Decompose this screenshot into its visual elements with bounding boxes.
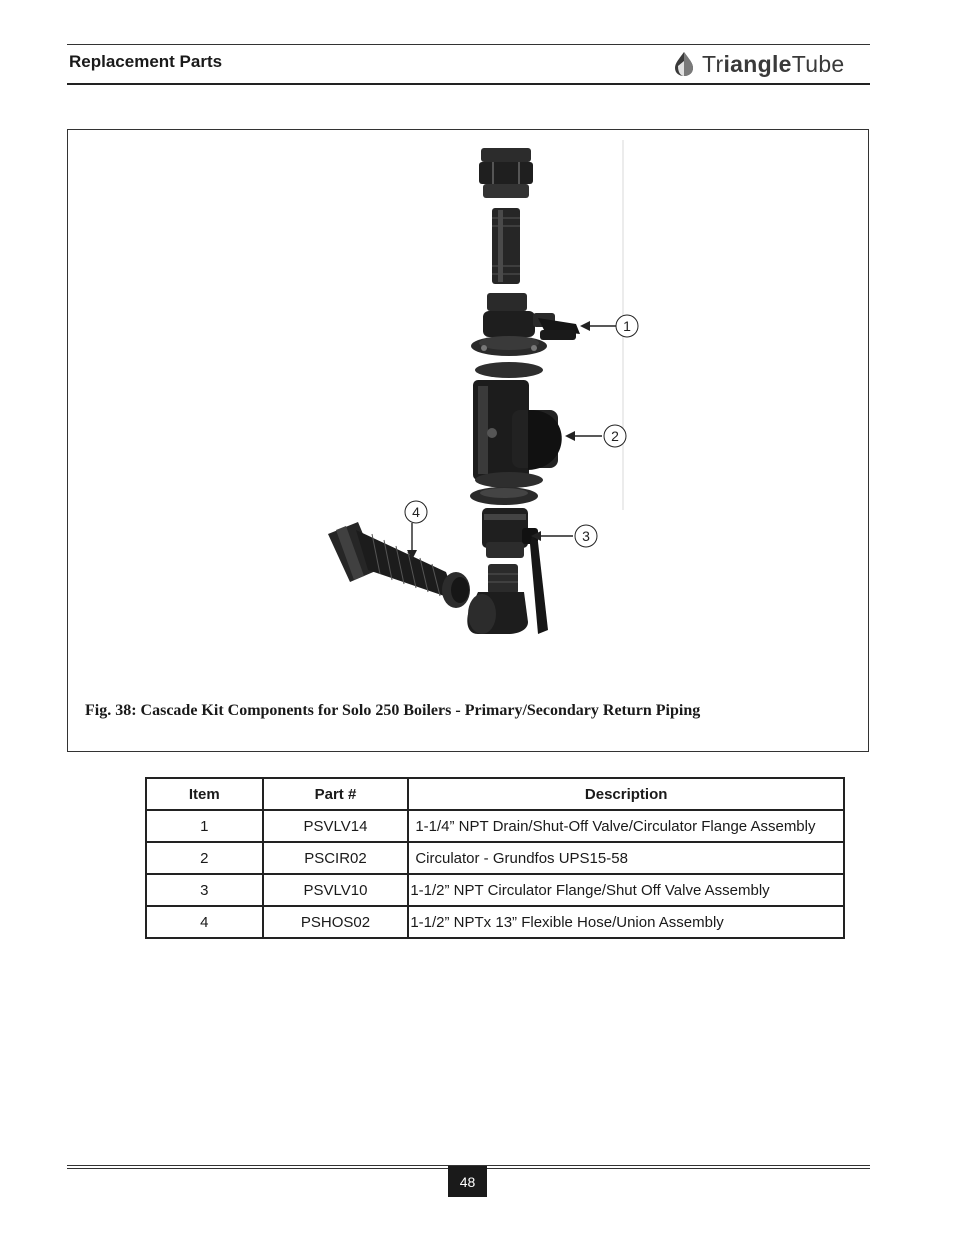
item-cell: 3	[146, 874, 263, 906]
page-number: 48	[448, 1166, 487, 1197]
callout-1	[616, 315, 638, 337]
item-cell: 1	[146, 810, 263, 842]
part-number-cell: PSVLV10	[263, 874, 409, 906]
brand-logo	[672, 49, 868, 79]
callout-4	[405, 501, 427, 523]
circulator-pump-part	[473, 362, 562, 488]
table-row	[146, 842, 844, 874]
svg-text:3: 3	[582, 528, 590, 544]
drain-valve-part	[471, 293, 580, 356]
table-header-row	[146, 778, 844, 810]
callout-2	[604, 425, 626, 447]
svg-text:4: 4	[412, 504, 420, 520]
cascade-kit-illustration	[68, 130, 868, 690]
svg-text:2: 2	[611, 428, 619, 444]
section-title: Replacement Parts	[69, 52, 223, 71]
description-cell: Circulator - Grundfos UPS15-58	[408, 842, 844, 874]
column-header-part: Part #	[263, 778, 409, 810]
column-header-item: Item	[146, 778, 263, 810]
item-cell: 4	[146, 906, 263, 938]
svg-text:1: 1	[623, 318, 631, 334]
table-row	[146, 906, 844, 938]
table-row	[146, 874, 844, 906]
part-number-cell: PSHOS02	[263, 906, 409, 938]
brand-wordmark-tail: Tube	[791, 50, 845, 77]
elbow-fitting-part	[467, 564, 528, 634]
flexible-hose-part	[328, 522, 470, 608]
union-nut-part	[479, 148, 533, 198]
header-rule-bottom	[67, 83, 870, 85]
callout-3	[575, 525, 597, 547]
description-cell: 1-1/2” NPTx 13” Flexible Hose/Union Assembly	[408, 906, 844, 938]
parts-table	[145, 777, 845, 939]
part-number-cell: PSVLV14	[263, 810, 409, 842]
description-cell: 1-1/4” NPT Drain/Shut-Off Valve/Circulator Flange Assembly	[408, 810, 844, 842]
figure-frame	[67, 129, 869, 752]
part-number-cell: PSCIR02	[263, 842, 409, 874]
brand-wordmark	[702, 51, 845, 78]
item-cell: 2	[146, 842, 263, 874]
column-header-description: Description	[408, 778, 844, 810]
table-row	[146, 810, 844, 842]
figure-caption: Fig. 38: Cascade Kit Components for Solo 250 Boilers - Primary/Secondary Return Piping	[85, 702, 701, 719]
description-cell: 1-1/2” NPT Circulator Flange/Shut Off Valve Assembly	[408, 874, 844, 906]
brand-wordmark-bold: iangle	[723, 50, 792, 77]
header-rule-top	[67, 44, 870, 45]
pipe-nipple-part	[492, 208, 520, 284]
brand-wordmark-light: Tr	[702, 50, 724, 77]
triangle-drop-logo-icon	[672, 51, 696, 77]
